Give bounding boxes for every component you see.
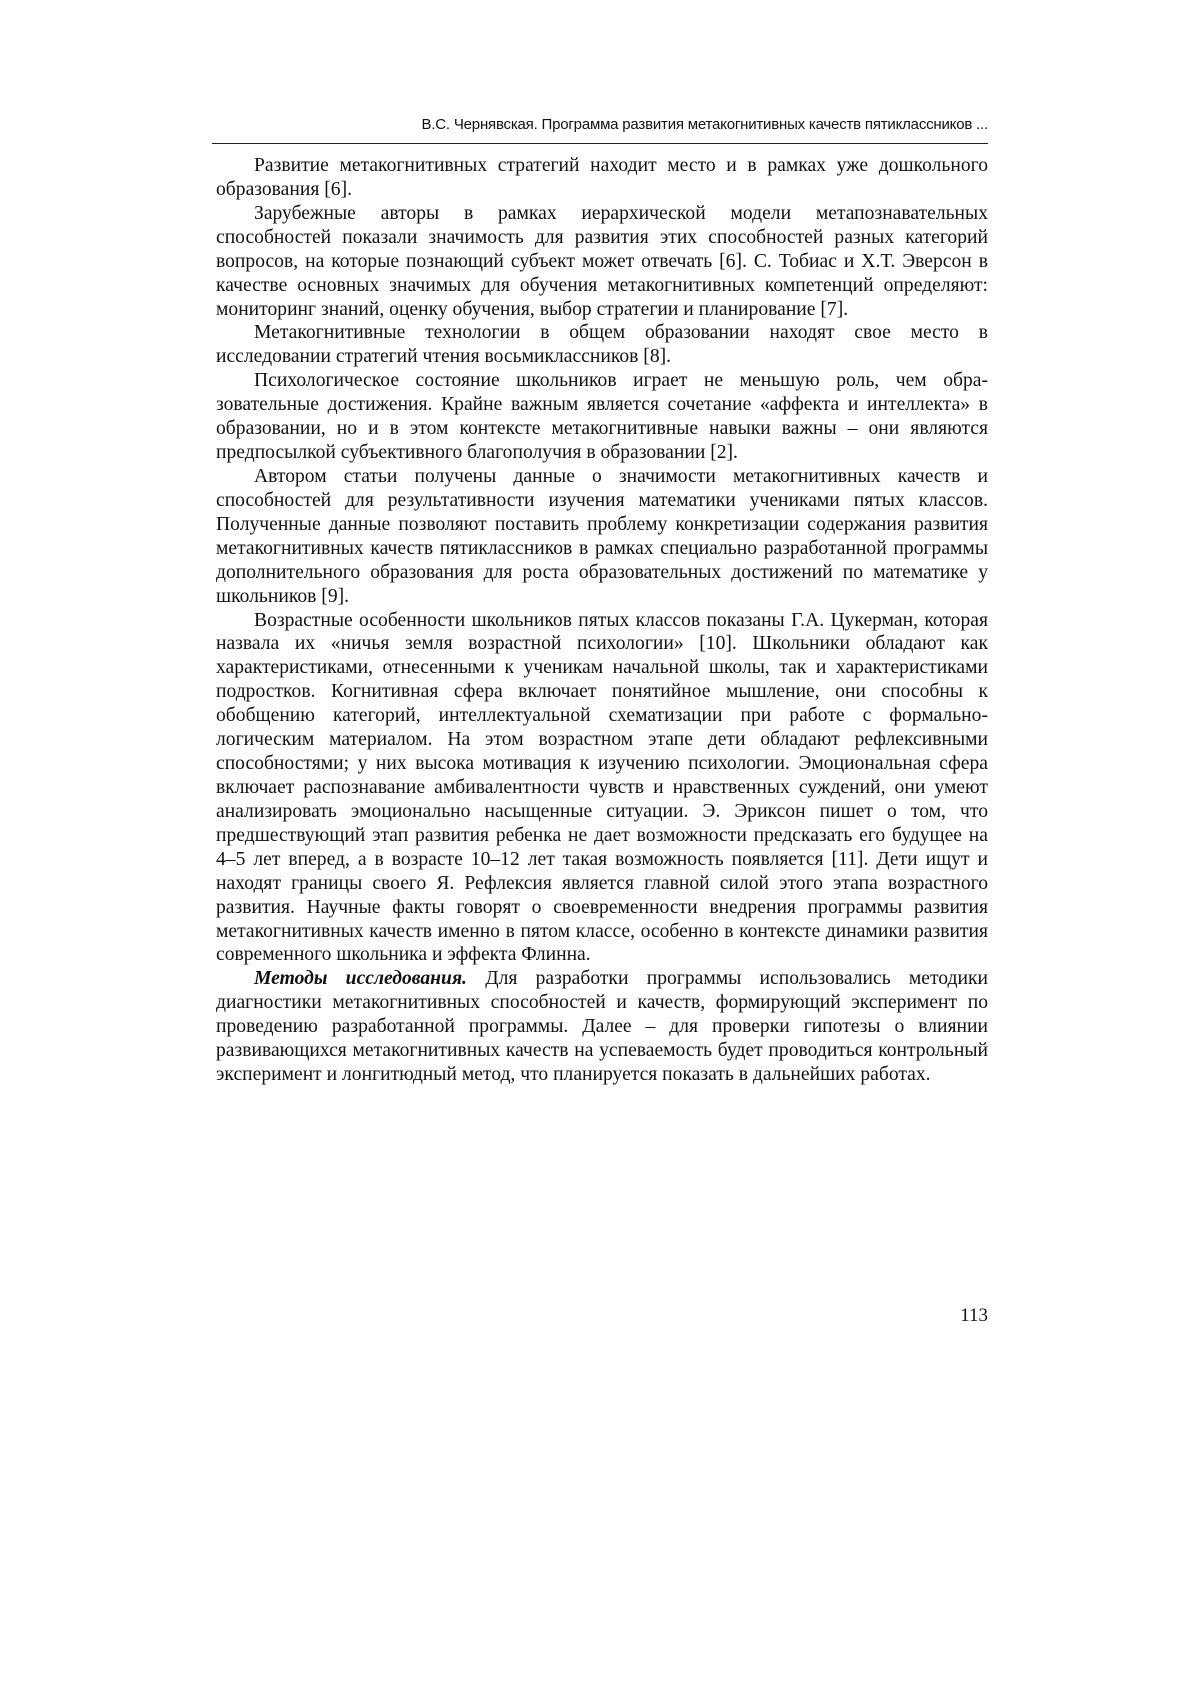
article-body bbox=[216, 154, 988, 1087]
paragraph: Метакогнитивные технологии в общем образовании находят свое место в исследовании стратегий чтения восьмиклассников [8]. bbox=[216, 322, 988, 368]
paragraph: Автором статьи получены данные о значимости метакогнитивных качеств и способностей для результативности изучения математики учениками пятых классов. Полученные данные позволяют поставить проблему конкретизации содержания развития метакогнитивных качеств пятиклассников в рамках специально разработанной программы дополнительного образования для роста образовательных достижений по математике у школьников [9]. bbox=[216, 465, 988, 607]
paragraph: Психологическое состояние школьников играет не меньшую роль, чем образовательные достижения. Крайне важным является сочетание «аффекта и интеллекта» в образовании, но и в этом контексте метакогнитивные навыки важны – они являются предпосылкой субъективного благополучия в образовании [2]. bbox=[216, 370, 988, 464]
methods-heading: Методы исследования. bbox=[254, 968, 467, 990]
methods-text: Для разработки программы использовались методики диагностики метакогнитивных способностей и качеств, формирующий эксперимент по проведению разработанной программы. Далее – для проверки гипотезы о влиянии развивающихся метакогнитивных качеств на успеваемость будет проводиться контрольный эксперимент и лонгитюдный метод, что планируется показать в дальнейших работах. bbox=[216, 968, 989, 1086]
running-header: В.С. Чернявская. Программа развития метакогнитивных качеств пятиклассников ... bbox=[421, 116, 988, 133]
methods-paragraph bbox=[216, 967, 988, 1087]
paragraph: Зарубежные авторы в рамках иерархической модели метапознавательных способностей показали значимость для развития этих способностей разных категорий вопросов, на которые познающий субъект может отвечать [6]. С. Тобиас и Х.Т. Эверсон в качестве основных значимых для обучения метакогнитивных компетенций определяют: мониторинг знаний, оценку обучения, выбор стратегии и планирование [7]. bbox=[216, 202, 988, 320]
header-rule bbox=[212, 143, 988, 144]
page-number: 113 bbox=[960, 1305, 988, 1326]
paragraph: Возрастные особенности школьников пятых классов показаны Г.А. Цукерман, которая назвала их «ничья земля возрастной психологии» [10]. Школьники обладают как характеристиками, отнесенными к ученикам начальной школы, так и характеристиками подростков. Когнитивная сфера включает понятийное мышление, они способны к обобщению категорий, интеллектуальной схематизации при работе с формально-логическим материалом. На этом возрастном этапе дети обладают рефлексивными способностями; у них высока мотивация к изучению психологии. Эмоциональная сфера включает распознавание амбивалентности чувств и нравственных суждений, они умеют анализировать эмоционально насыщенные ситуации. Э. Эриксон пишет о том, что предшествующий этап развития ребенка не дает возможности предсказать его будущее на 4–5 лет вперед, а в возрасте 10–12 лет такая возможность появляется [11]. Дети ищут и находят границы своего Я. Рефлексия является главной силой этого этапа возрастного развития. Научные факты говорят о своевременности внедрения программы развития метакогнитивных качеств именно в пятом классе, особенно в контексте динамики развития современного школьника и эффекта Флинна. bbox=[216, 609, 988, 966]
paragraph: Развитие метакогнитивных стратегий находит место и в рамках уже дошкольного образования [6]. bbox=[216, 155, 988, 200]
